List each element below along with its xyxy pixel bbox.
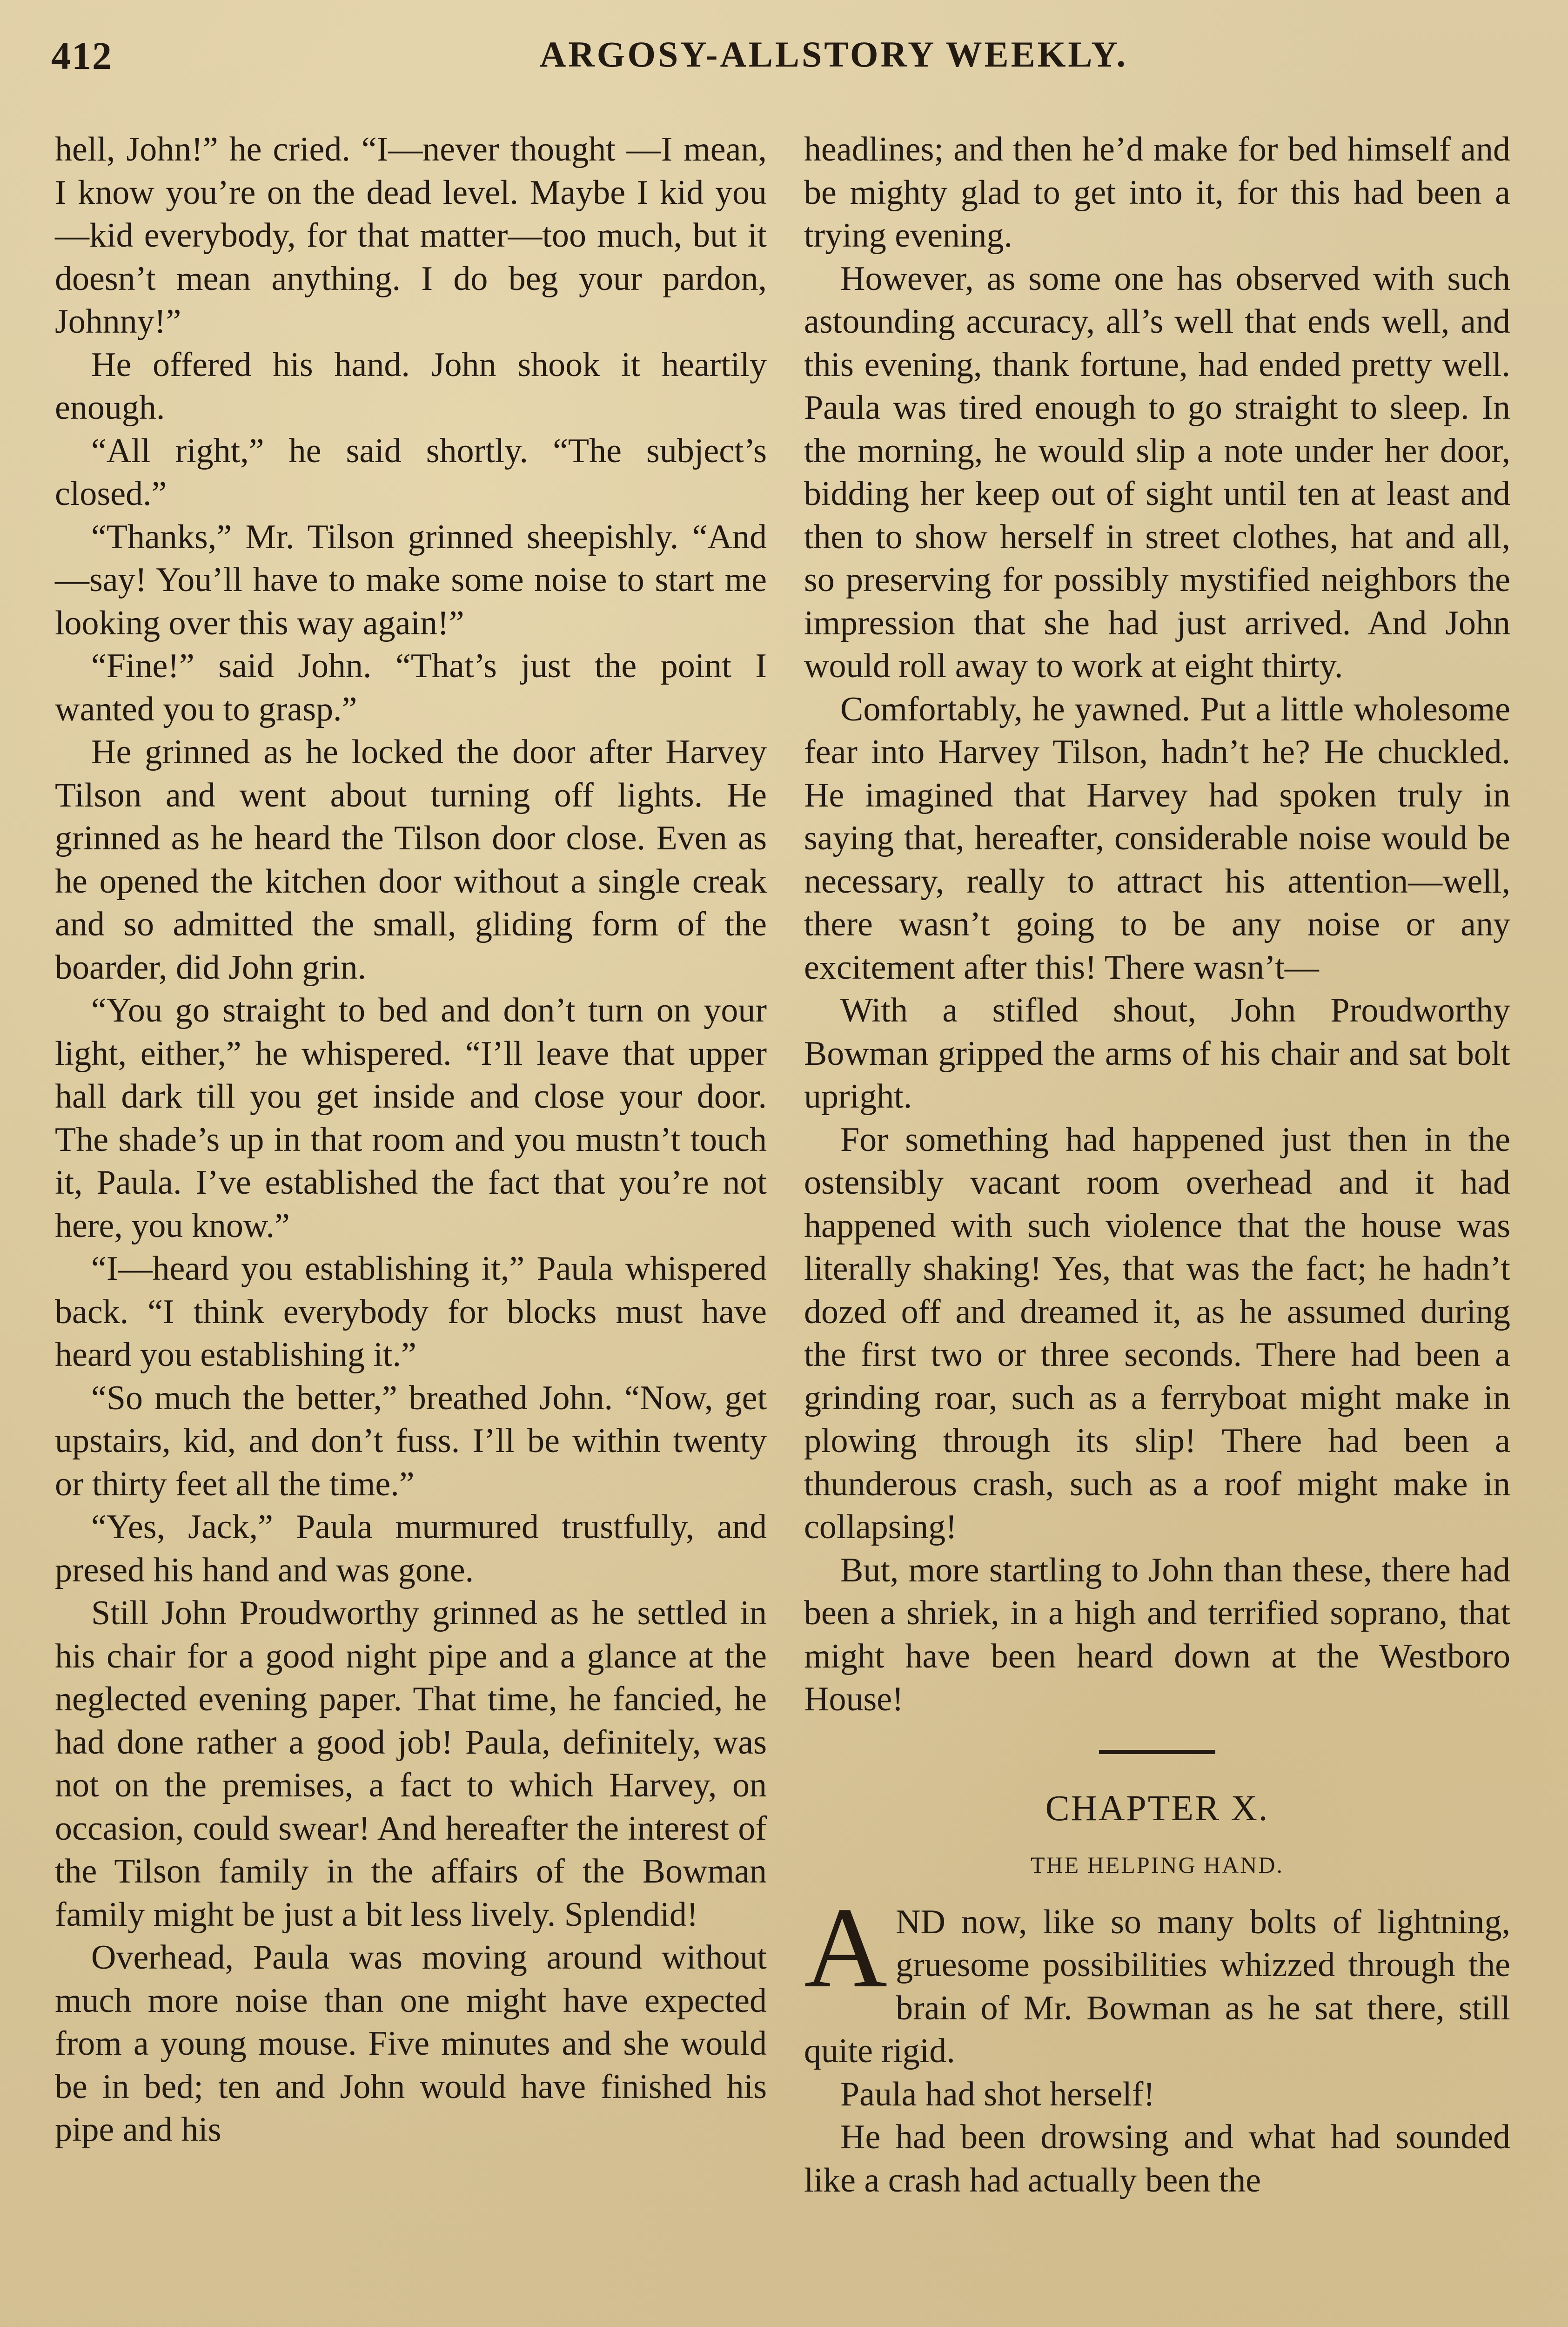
left-paragraph-4: “Thanks,” Mr. Tilson grinned sheepishly. “And—say! You’ll have to make some noise to start me looking over this way again!” <box>55 518 767 642</box>
left-paragraph-9: “So much the better,” breathed John. “Now, get upstairs, kid, and don’t fuss. I’ll be within twenty or thirty feet all the time.” <box>55 1379 767 1503</box>
right-paragraph-2: However, as some one has observed with such astounding accuracy, all’s well that ends well, and this evening, thank fortune, had ended pretty well. Paula was tired enough to go straight to sleep. In the morning, he would slip a note under her door, bidding her keep out of sight until ten at least and then to show herself in street clothes, hat and all, so preserving for possibly mystified neighbors the impression that she had just arrived. And John would roll away to work at eight thirty. <box>804 259 1510 685</box>
chapter-title: CHAPTER X. <box>1045 1787 1269 1828</box>
chapter-paragraph-2: He had been drowsing and what had sounded like a crash had actually been the <box>804 2118 1510 2199</box>
right-paragraph-5: For something had happened just then in the ostensibly vacant room overhead and it had happened with such violence that the house was literally shaking! Yes, that was the fact; he hadn’t dozed off and dreamed it, as he assumed during the first two or three seconds. There had been a grinding roar, such as a ferryboat might make in plowing through its slip! There had been a thunderous crash, such as a roof might make in collapsing! <box>804 1120 1510 1546</box>
left-paragraph-8: “I—heard you establishing it,” Paula whispered back. “I think everybody for blocks must have heard you establishing it.” <box>55 1250 767 1374</box>
right-paragraph-6: But, more startling to John than these, there had been a shriek, in a high and terrified soprano, that might have been heard down at the Westboro House! <box>804 1551 1510 1718</box>
page-number: 412 <box>51 34 113 78</box>
left-paragraph-3: “All right,” he said shortly. “The subject’s closed.” <box>55 431 767 513</box>
chapter-paragraph-1: Paula had shot herself! <box>840 2075 1155 2113</box>
left-paragraph-1: hell, John!” he cried. “I—never thought —I mean, I know you’re on the dead level. Maybe I kid you—kid everybody, for that matter—too much, but it doesn’t mean anything. I do beg your pardon, Johnny!” <box>55 130 767 341</box>
left-paragraph-11: Still John Proudworthy grinned as he settled in his chair for a good night pipe and a glance at the neglected evening paper. That time, he fancied, he had done rather a good job! Paula, definitely, was not on the premises, a fact to which Harvey, on occasion, could swear! And hereafter the interest of the Tilson family in the affairs of the Bowman family might be just a bit less lively. Splendid! <box>55 1594 767 1934</box>
left-paragraph-5: “Fine!” said John. “That’s just the point I wanted you to grasp.” <box>55 647 767 728</box>
chapter-subtitle: THE HELPING HAND. <box>1031 1852 1284 1878</box>
left-paragraph-7: “You go straight to bed and don’t turn on your light, either,” he whispered. “I’ll leave that upper hall dark till you get inside and close your door. The shade’s up in that room and you mustn’t touch it, Paula. I’ve established the fact that you’re not here, you know.” <box>55 991 767 1245</box>
page-header <box>51 34 1517 94</box>
left-paragraph-2: He offered his hand. John shook it heartily enough. <box>55 345 767 427</box>
section-divider <box>1099 1750 1215 1754</box>
right-paragraph-1: headlines; and then he’d make for bed himself and be mighty glad to get into it, for this had been a trying evening. <box>804 130 1510 255</box>
running-head: ARGOSY-ALLSTORY WEEKLY. <box>540 34 1128 74</box>
left-paragraph-12: Overhead, Paula was moving around without much more noise than one might have expected from a young mouse. Five minutes and she would be in bed; ten and John would have finished his pipe and his <box>55 1938 767 2149</box>
chapter-opening-text: ND now, like so many bolts of lightning, gruesome possibilities whizzed through the brain of Mr. Bowman as he sat there, still quite rigid. <box>804 1903 1510 2070</box>
left-paragraph-10: “Yes, Jack,” Paula murmured trustfully, and presed his hand and was gone. <box>55 1508 767 1589</box>
chapter-opening-paragraph <box>804 1883 1510 2073</box>
right-paragraph-4: With a stifled shout, John Proudworthy Bowman gripped the arms of his chair and sat bolt upright. <box>804 991 1510 1116</box>
drop-cap: A <box>804 1883 888 2011</box>
right-paragraph-3: Comfortably, he yawned. Put a little wholesome fear into Harvey Tilson, hadn’t he? He chuckled. He imagined that Harvey had spoken truly in saying that, hereafter, considerable noise would be necessary, really to attract his attention—well, there wasn’t going to be any noise or any excitement after this! There wasn’t— <box>804 690 1510 987</box>
left-paragraph-6: He grinned as he locked the door after Harvey Tilson and went about turning off lights. He grinned as he heard the Tilson door close. Even as he opened the kitchen door without a single creak and so admitted the small, gliding form of the boarder, did John grin. <box>55 733 767 987</box>
right-column <box>804 128 1510 2202</box>
left-column <box>55 128 767 2152</box>
